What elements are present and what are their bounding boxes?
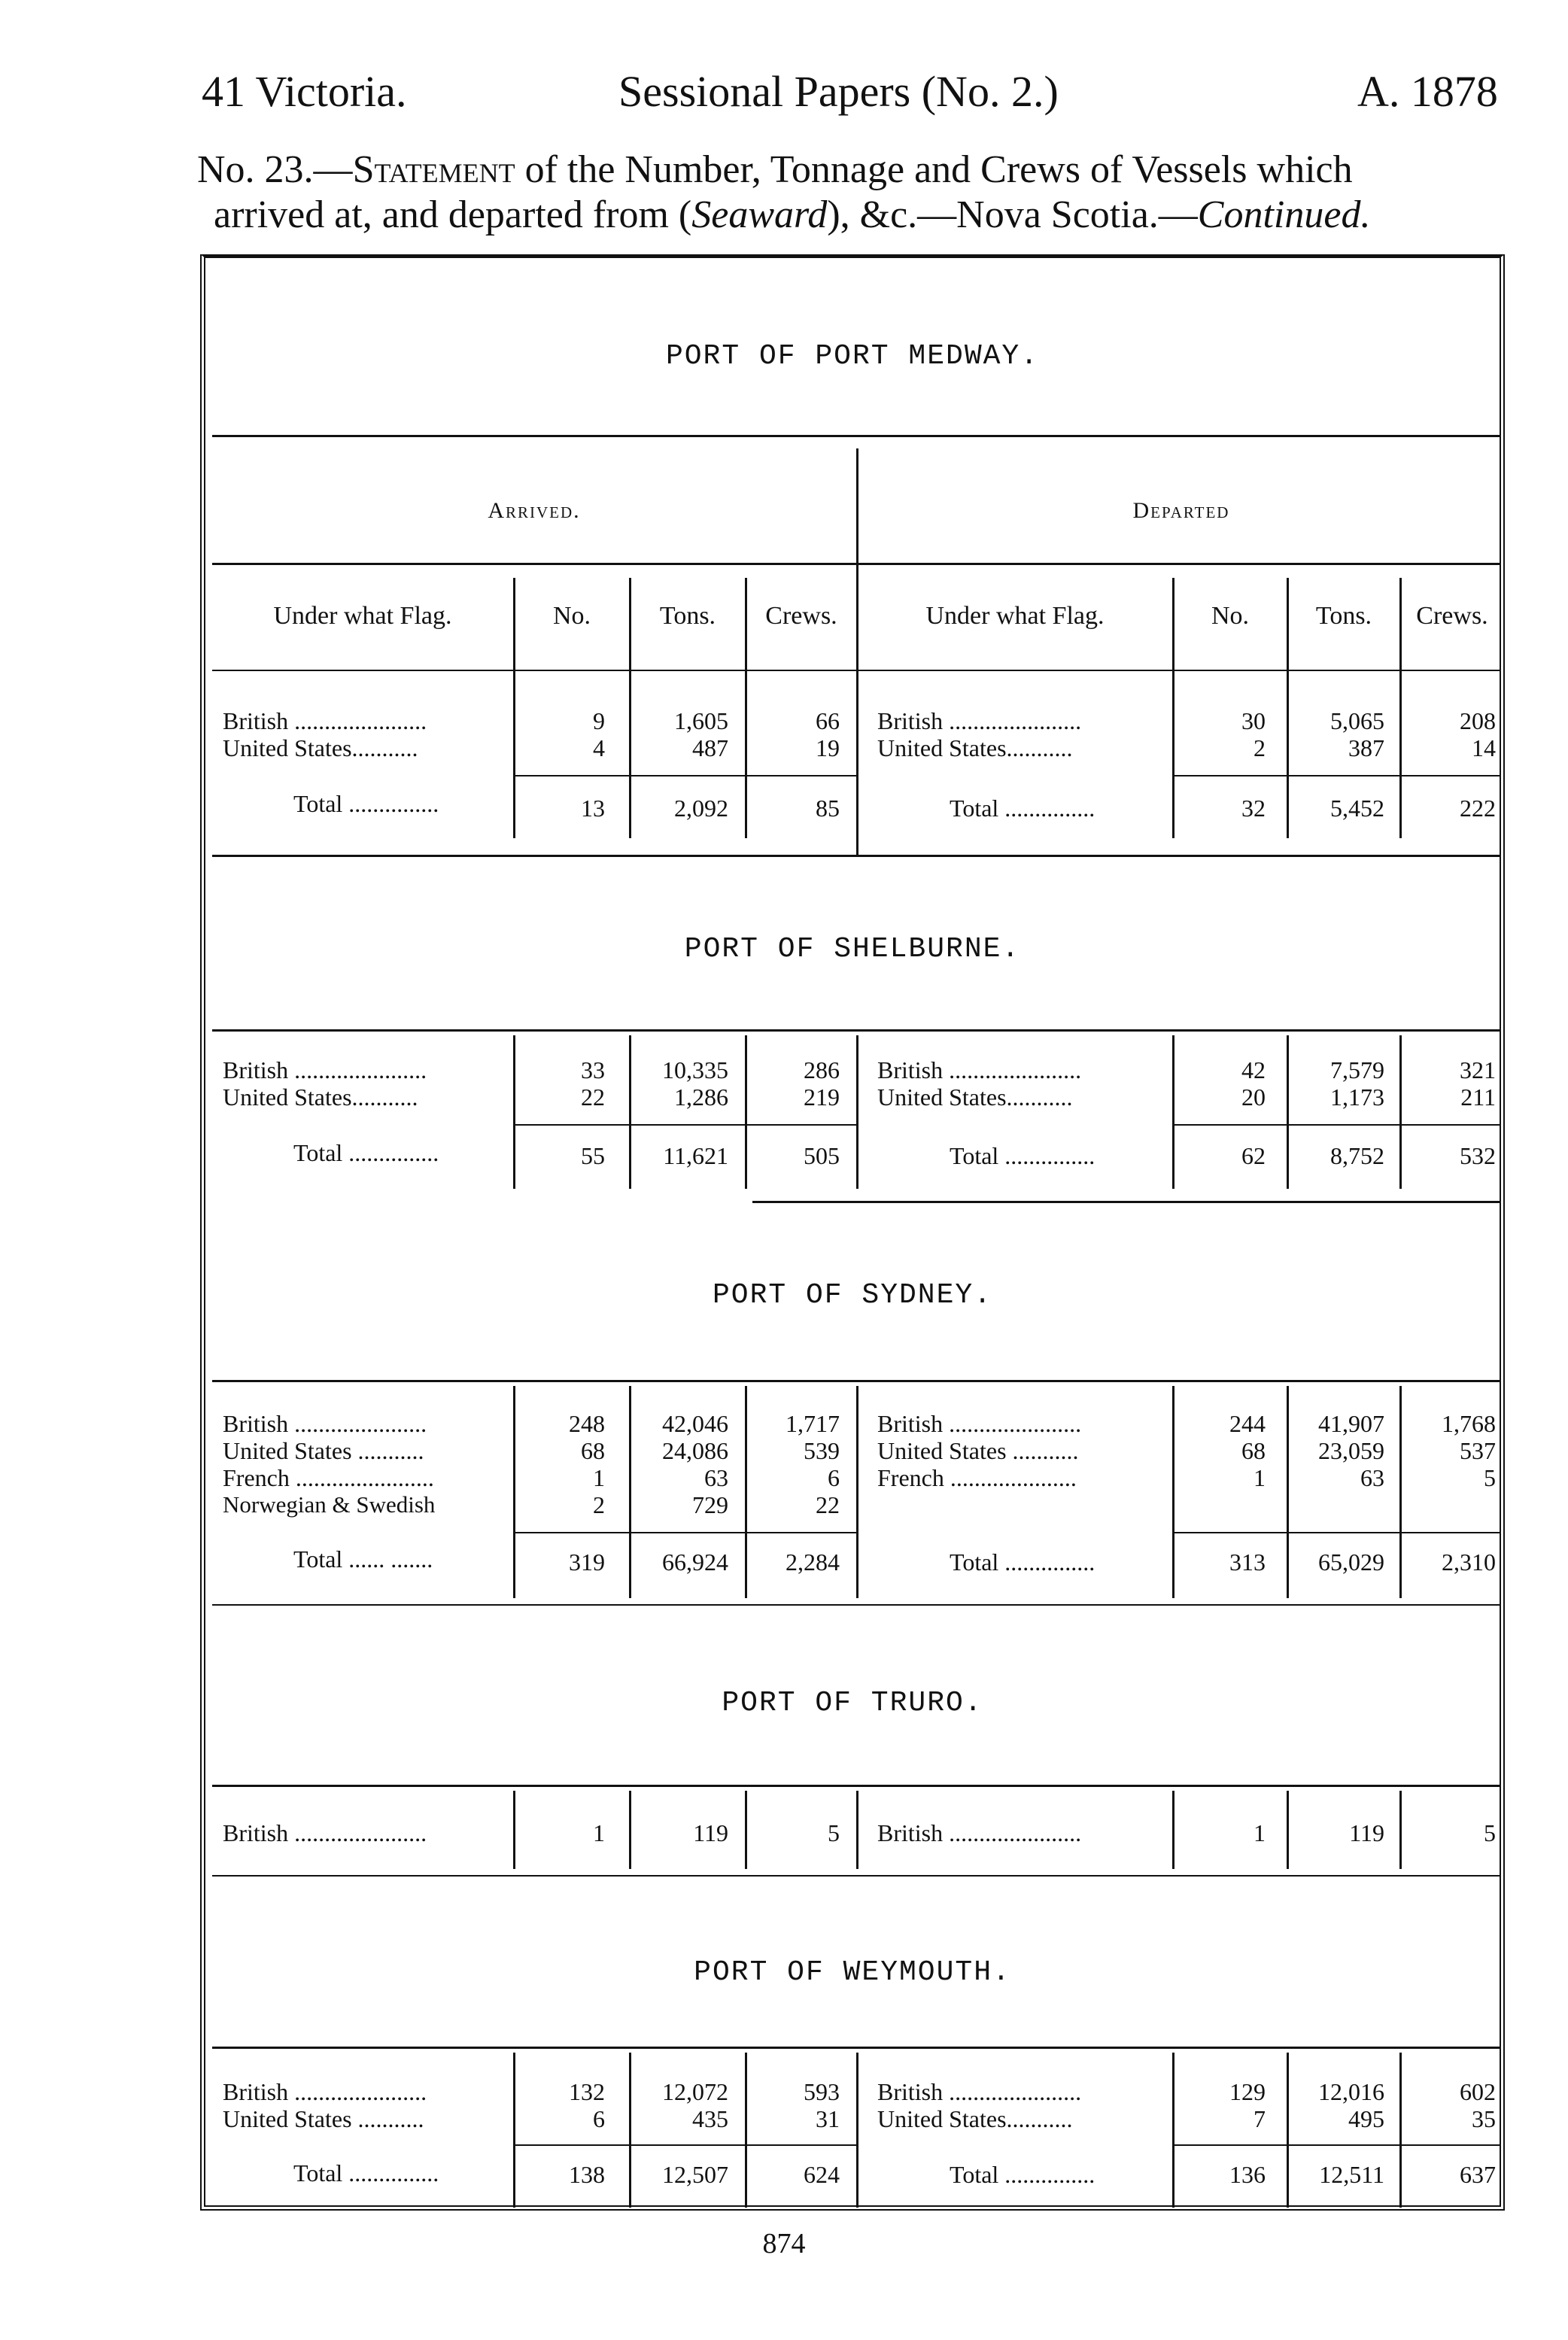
rule <box>212 855 1500 857</box>
crews-cell: 22 <box>816 1491 840 1518</box>
flag-cell: French ..................... <box>877 1464 1077 1491</box>
no-cell: 248 <box>569 1410 605 1437</box>
total-label: Total ............... <box>950 1142 1095 1169</box>
flag-cell: United States ........... <box>223 1437 424 1464</box>
col-no-arrived: No. <box>552 602 591 630</box>
flag-cell: British ...................... <box>877 1819 1082 1846</box>
rule <box>212 1604 1500 1606</box>
flag-cell: Norwegian & Swedish <box>223 1491 436 1518</box>
no-cell: 7 <box>1253 2105 1266 2132</box>
crews-cell: 211 <box>1460 1083 1496 1111</box>
crews-cell: 5 <box>1484 1819 1496 1846</box>
crews-cell: 14 <box>1472 734 1496 761</box>
total-crews: 624 <box>804 2161 840 2188</box>
tons-cell: 1,286 <box>674 1083 728 1111</box>
flag-cell: United States........... <box>223 1083 418 1111</box>
total-crews: 2,310 <box>1442 1548 1496 1576</box>
port-title: PORT OF SYDNEY. <box>712 1279 993 1311</box>
tons-cell: 1,173 <box>1330 1083 1384 1111</box>
total-label: Total ............... <box>293 2159 439 2187</box>
crews-cell: 6 <box>828 1464 840 1491</box>
total-crews: 222 <box>1460 795 1496 822</box>
crews-cell: 537 <box>1460 1437 1496 1464</box>
no-cell: 2 <box>1253 734 1266 761</box>
rule <box>1174 2144 1500 2146</box>
no-cell: 4 <box>593 734 605 761</box>
crews-cell: 1,768 <box>1442 1410 1496 1437</box>
col-crews-departed: Crews. <box>1416 602 1488 630</box>
col-flag-arrived: Under what Flag. <box>273 602 452 630</box>
no-cell: 244 <box>1229 1410 1266 1437</box>
rule <box>212 1029 1500 1032</box>
section-arrived: Arrived. <box>488 498 581 523</box>
total-no: 55 <box>581 1142 605 1169</box>
crews-cell: 19 <box>816 734 840 761</box>
total-tons: 66,924 <box>662 1548 728 1576</box>
total-no: 313 <box>1229 1548 1266 1576</box>
crews-cell: 5 <box>828 1819 840 1846</box>
tons-cell: 119 <box>1349 1819 1384 1846</box>
divider <box>856 1791 858 1869</box>
col-crews-arrived: Crews. <box>765 602 837 630</box>
flag-cell: United States........... <box>877 734 1073 761</box>
crews-cell: 219 <box>804 1083 840 1111</box>
flag-cell: British ...................... <box>877 707 1082 734</box>
total-crews: 532 <box>1460 1142 1496 1169</box>
total-tons: 8,752 <box>1330 1142 1384 1169</box>
total-label: Total ............... <box>293 790 439 817</box>
tons-cell: 387 <box>1348 734 1384 761</box>
no-cell: 33 <box>581 1056 605 1083</box>
tons-cell: 5,065 <box>1330 707 1384 734</box>
tons-cell: 42,046 <box>662 1410 728 1437</box>
total-label: Total ............... <box>293 1139 439 1166</box>
flag-cell: British ...................... <box>223 1056 427 1083</box>
header-center: Sessional Papers (No. 2.) <box>618 67 1059 116</box>
flag-cell: United States........... <box>877 2105 1073 2132</box>
section-departed: Departed <box>1132 498 1230 523</box>
no-cell: 132 <box>569 2078 605 2105</box>
total-crews: 637 <box>1460 2161 1496 2188</box>
port-title: PORT OF WEYMOUTH. <box>694 1956 1011 1989</box>
no-cell: 1 <box>1253 1464 1266 1491</box>
no-cell: 68 <box>581 1437 605 1464</box>
total-label: Total ............... <box>950 2161 1095 2188</box>
statement-title-line2: arrived at, and departed from (Seaward), &c.—Nova Scotia.—Continued. <box>214 193 1371 236</box>
table-frame <box>200 254 1505 2211</box>
col-tons-departed: Tons. <box>1315 602 1372 630</box>
flag-cell: United States ........... <box>877 1437 1079 1464</box>
rule <box>515 2144 856 2146</box>
tons-cell: 12,072 <box>662 2078 728 2105</box>
flag-cell: United States........... <box>877 1083 1073 1111</box>
total-no: 62 <box>1241 1142 1266 1169</box>
total-crews: 505 <box>804 1142 840 1169</box>
total-crews: 2,284 <box>786 1548 840 1576</box>
tons-cell: 487 <box>692 734 728 761</box>
no-cell: 6 <box>593 2105 605 2132</box>
port-title: PORT OF SHELBURNE. <box>684 933 1021 965</box>
crews-cell: 31 <box>816 2105 840 2132</box>
no-cell: 9 <box>593 707 605 734</box>
total-no: 138 <box>569 2161 605 2188</box>
crews-cell: 5 <box>1484 1464 1496 1491</box>
flag-cell: British ...................... <box>877 1410 1082 1437</box>
rule <box>1174 1124 1500 1126</box>
tons-cell: 24,086 <box>662 1437 728 1464</box>
total-no: 32 <box>1241 795 1266 822</box>
rule <box>212 670 1500 671</box>
tons-cell: 10,335 <box>662 1056 728 1083</box>
total-tons: 12,511 <box>1319 2161 1384 2188</box>
no-cell: 2 <box>593 1491 605 1518</box>
header-left: 41 Victoria. <box>202 67 407 116</box>
crews-cell: 208 <box>1460 707 1496 734</box>
no-cell: 1 <box>593 1819 605 1846</box>
total-no: 136 <box>1229 2161 1266 2188</box>
total-tons: 11,621 <box>663 1142 728 1169</box>
crews-cell: 35 <box>1472 2105 1496 2132</box>
col-no-departed: No. <box>1211 602 1250 630</box>
divider <box>856 1035 858 1189</box>
crews-cell: 539 <box>804 1437 840 1464</box>
flag-cell: French ....................... <box>223 1464 434 1491</box>
flag-cell: British ...................... <box>223 1410 427 1437</box>
no-cell: 68 <box>1241 1437 1266 1464</box>
no-cell: 42 <box>1241 1056 1266 1083</box>
total-no: 13 <box>581 795 605 822</box>
tons-cell: 119 <box>693 1819 728 1846</box>
divider <box>856 2053 858 2208</box>
crews-cell: 602 <box>1460 2078 1496 2105</box>
total-tons: 12,507 <box>662 2161 728 2188</box>
crews-cell: 321 <box>1460 1056 1496 1083</box>
total-no: 319 <box>569 1548 605 1576</box>
flag-cell: British ...................... <box>223 2078 427 2105</box>
tons-cell: 63 <box>704 1464 728 1491</box>
flag-cell: United States........... <box>223 734 418 761</box>
total-label: Total ............... <box>950 795 1095 822</box>
total-label: Total ............... <box>950 1548 1095 1576</box>
rule <box>212 563 1500 565</box>
header-right: A. 1878 <box>1357 67 1498 116</box>
rule <box>212 2047 1500 2049</box>
crews-cell: 286 <box>804 1056 840 1083</box>
no-cell: 1 <box>1253 1819 1266 1846</box>
total-tons: 2,092 <box>674 795 728 822</box>
tons-cell: 23,059 <box>1318 1437 1384 1464</box>
rule <box>752 1201 1500 1203</box>
rule <box>515 1532 856 1533</box>
no-cell: 20 <box>1241 1083 1266 1111</box>
col-flag-departed: Under what Flag. <box>925 602 1105 630</box>
no-cell: 22 <box>581 1083 605 1111</box>
tons-cell: 435 <box>692 2105 728 2132</box>
flag-cell: British ...................... <box>223 1819 427 1846</box>
tons-cell: 495 <box>1348 2105 1384 2132</box>
rule <box>212 1380 1500 1382</box>
rule <box>212 1875 1500 1877</box>
page-number: 874 <box>762 2228 806 2259</box>
statement-title-line1: No. 23.—Statement of the Number, Tonnage and Crews of Vessels which <box>197 148 1353 191</box>
crews-cell: 66 <box>816 707 840 734</box>
no-cell: 30 <box>1241 707 1266 734</box>
total-label: Total ...... ....... <box>293 1545 433 1573</box>
rule <box>515 1124 856 1126</box>
crews-cell: 593 <box>804 2078 840 2105</box>
tons-cell: 7,579 <box>1330 1056 1384 1083</box>
flag-cell: British ...................... <box>877 1056 1082 1083</box>
rule <box>515 775 856 776</box>
divider <box>856 1386 858 1598</box>
crews-cell: 1,717 <box>786 1410 840 1437</box>
tons-cell: 1,605 <box>674 707 728 734</box>
tons-cell: 41,907 <box>1318 1410 1384 1437</box>
total-tons: 65,029 <box>1318 1548 1384 1576</box>
col-tons-arrived: Tons. <box>659 602 716 630</box>
flag-cell: British ...................... <box>223 707 427 734</box>
tons-cell: 63 <box>1360 1464 1384 1491</box>
flag-cell: British ...................... <box>877 2078 1082 2105</box>
no-cell: 129 <box>1229 2078 1266 2105</box>
flag-cell: United States ........... <box>223 2105 424 2132</box>
tons-cell: 12,016 <box>1318 2078 1384 2105</box>
rule <box>212 435 1500 437</box>
tons-cell: 729 <box>692 1491 728 1518</box>
total-crews: 85 <box>816 795 840 822</box>
rule <box>1174 1532 1500 1533</box>
no-cell: 1 <box>593 1464 605 1491</box>
port-title: PORT OF PORT MEDWAY. <box>665 340 1040 372</box>
rule <box>1174 775 1500 776</box>
port-title: PORT OF TRURO. <box>722 1687 983 1719</box>
total-tons: 5,452 <box>1330 795 1384 822</box>
rule <box>212 1785 1500 1787</box>
